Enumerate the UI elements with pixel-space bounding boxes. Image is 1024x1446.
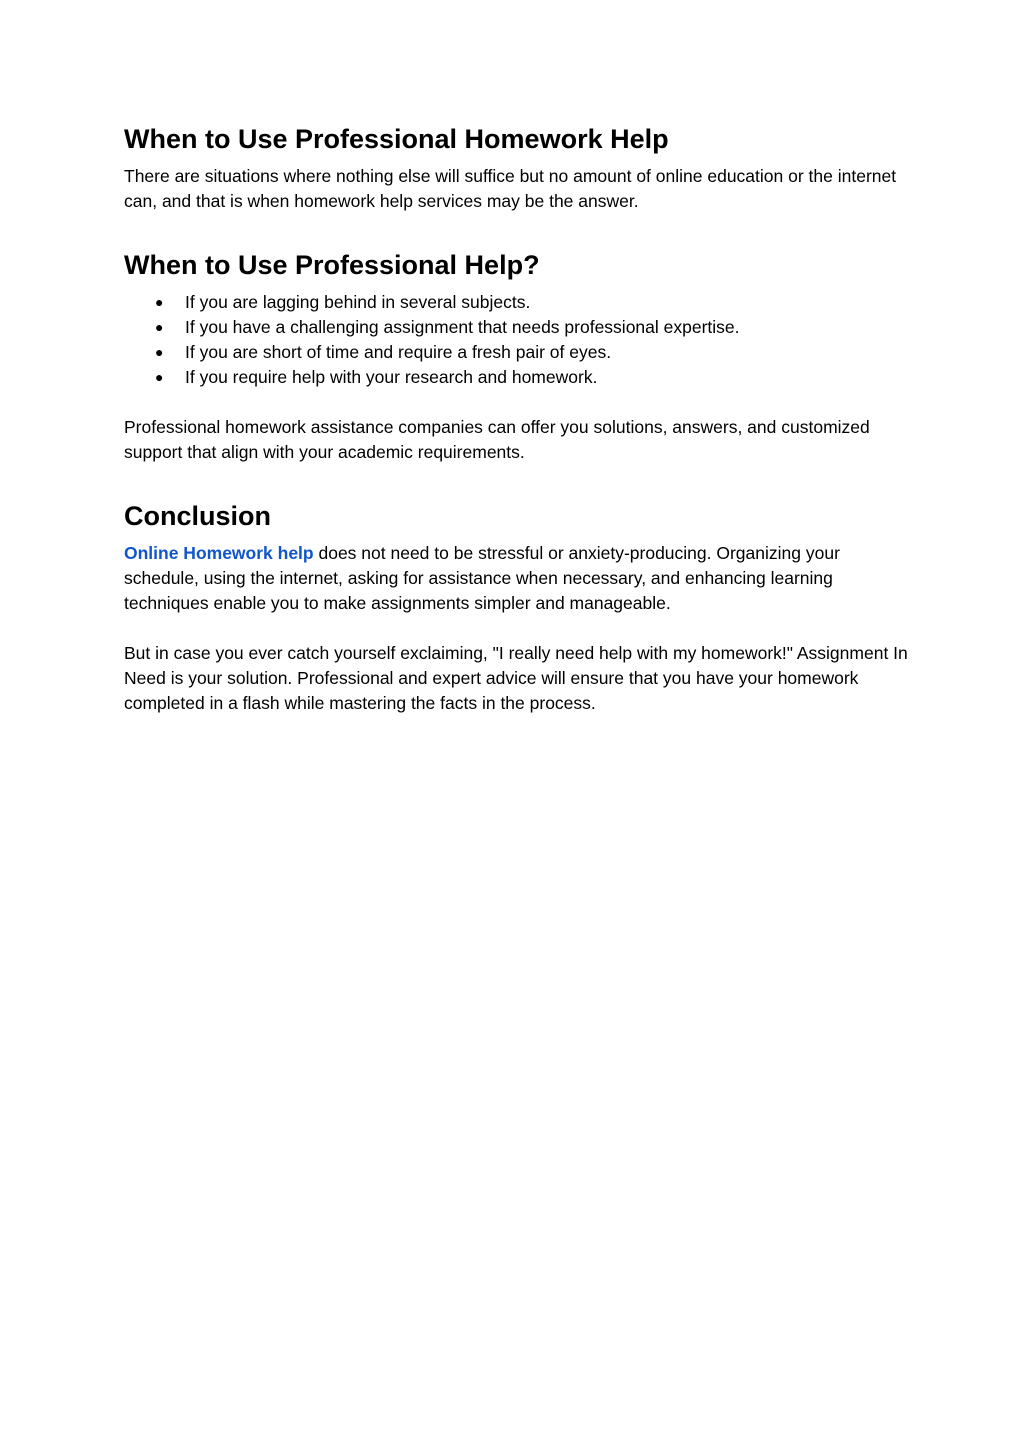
spacer bbox=[124, 214, 914, 248]
list-item bbox=[124, 340, 914, 365]
bullet-icon: ● bbox=[155, 319, 164, 335]
bullet-icon: ● bbox=[155, 369, 164, 385]
list-item bbox=[124, 315, 914, 340]
section-paragraph-assistance: Professional homework assistance companies can offer you solutions, answers, and customized support that align with your academic requirements. bbox=[124, 417, 870, 462]
section-heading-when-to-use: When to Use Professional Help? bbox=[124, 250, 540, 280]
document-content bbox=[124, 122, 914, 716]
spacer bbox=[124, 465, 914, 499]
spacer bbox=[124, 390, 914, 415]
section-heading-conclusion: Conclusion bbox=[124, 501, 271, 531]
list-item-text: If you are short of time and require a fresh pair of eyes. bbox=[185, 342, 612, 362]
list-item bbox=[124, 365, 914, 390]
conclusion-paragraph-1 bbox=[124, 541, 914, 616]
section-heading-professional-homework-help: When to Use Professional Homework Help bbox=[124, 124, 669, 154]
bullet-icon: ● bbox=[155, 294, 164, 310]
bullet-list bbox=[124, 290, 914, 390]
list-item-text: If you require help with your research and homework. bbox=[185, 367, 598, 387]
bullet-icon: ● bbox=[155, 344, 164, 360]
online-homework-help-link[interactable]: Online Homework help bbox=[124, 543, 314, 563]
conclusion-paragraph-1-text: does not need to be stressful or anxiety-producing. Organizing your schedule, using the internet, asking for assistance when necessary, and enhancing learning techniques enable you to make assignments simpler and manageable. bbox=[124, 543, 840, 613]
conclusion-paragraph-2: But in case you ever catch yourself exclaiming, "I really need help with my homework!" Assignment In Need is your solution. Professional and expert advice will ensure that you have your homework completed in a flash while mastering the facts in the process. bbox=[124, 643, 908, 713]
list-item bbox=[124, 290, 914, 315]
list-item-text: If you are lagging behind in several subjects. bbox=[185, 292, 531, 312]
section-paragraph-intro: There are situations where nothing else will suffice but no amount of online education or the internet can, and that is when homework help services may be the answer. bbox=[124, 166, 897, 211]
spacer bbox=[124, 616, 914, 641]
list-item-text: If you have a challenging assignment that needs professional expertise. bbox=[185, 317, 740, 337]
